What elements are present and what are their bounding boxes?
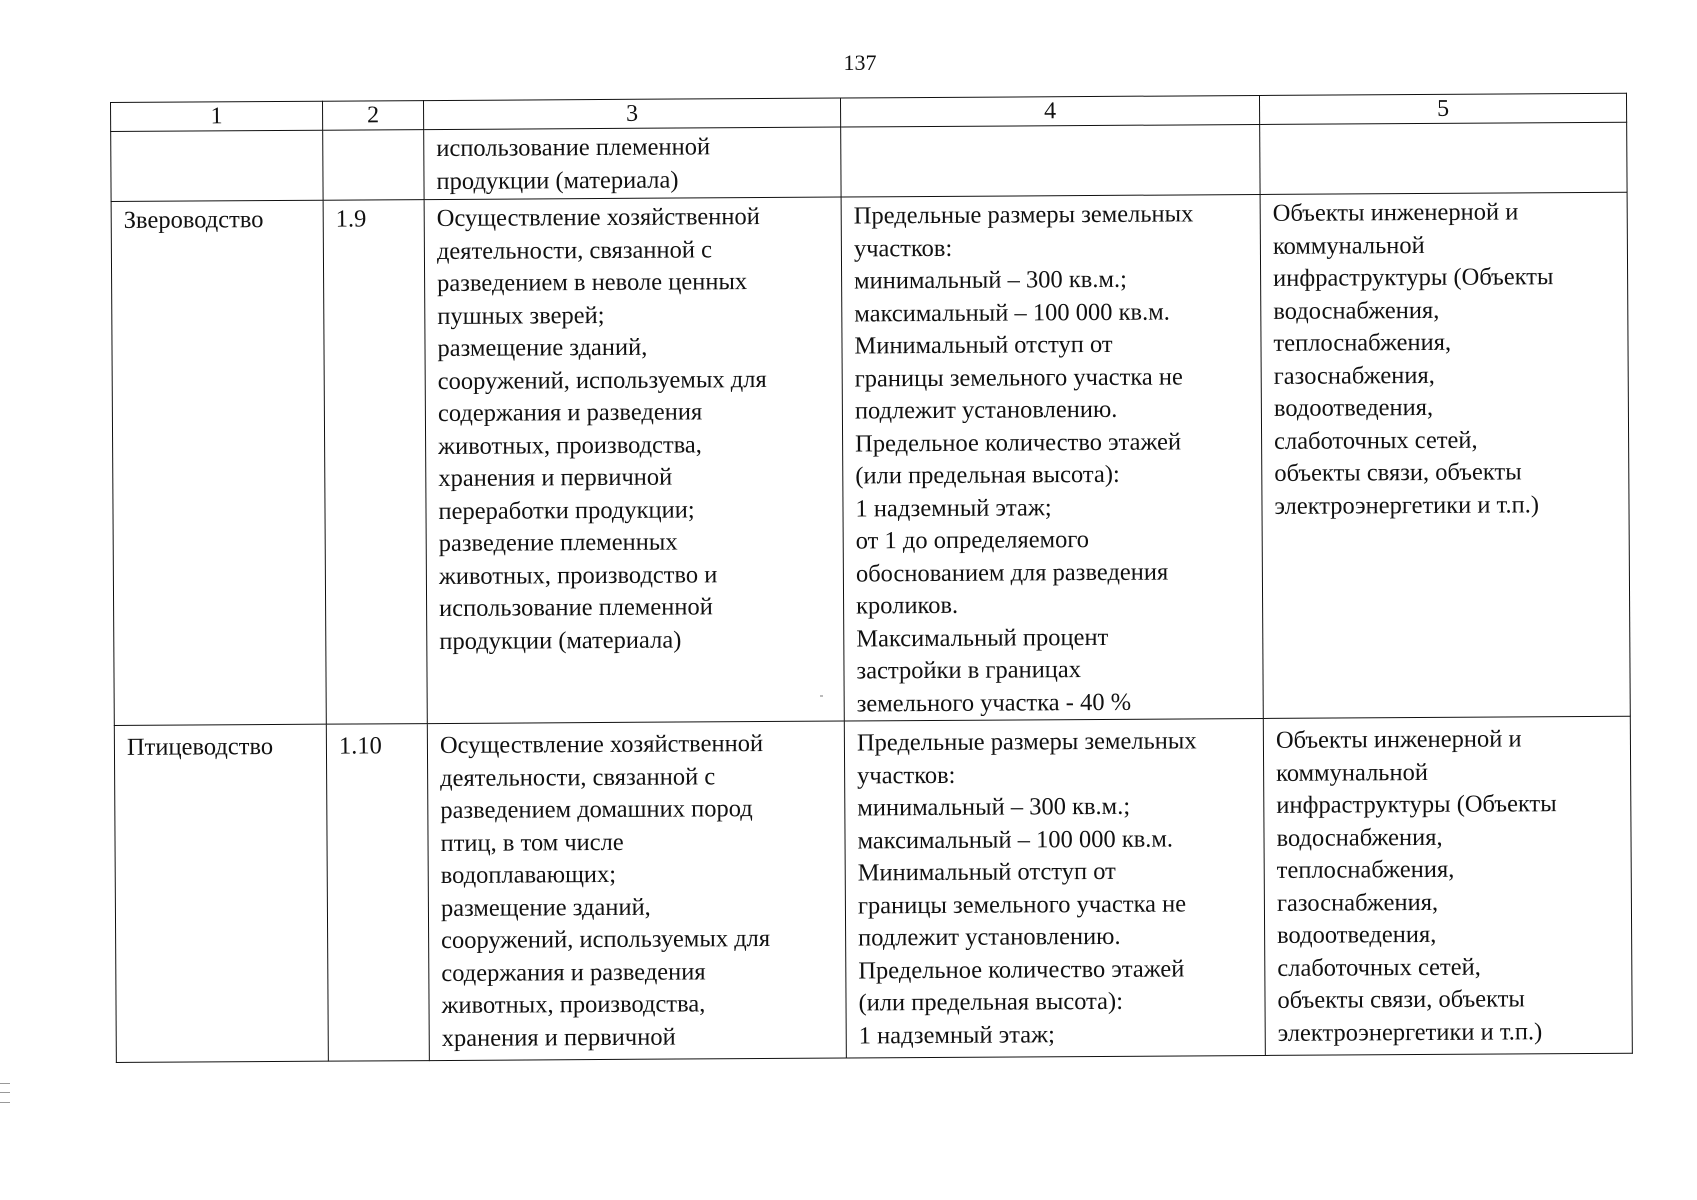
row-code: 1.9 <box>323 200 427 725</box>
text-line: хранения и первичной <box>441 1023 676 1052</box>
cell-empty <box>111 130 323 201</box>
text-line: деятельности, связанной с <box>440 762 716 792</box>
text-line: газоснабжения, <box>1276 888 1439 917</box>
text-line: животных, производства, <box>441 990 706 1019</box>
text-line: разведение племенных <box>438 528 678 558</box>
text-line: Минимальный отступ от <box>854 330 1113 360</box>
text-line: Предельные размеры земельных <box>856 727 1197 757</box>
row-name: Звероводство <box>111 200 326 725</box>
row-description <box>424 197 844 724</box>
text-line: коммунальной <box>1272 231 1425 260</box>
text-line: водоотведения, <box>1273 393 1434 422</box>
text-line: Предельное количество этажей <box>855 427 1182 457</box>
row-name: Птицеводство <box>114 724 328 1062</box>
header-col-4: 4 <box>840 95 1259 127</box>
row-description <box>427 721 846 1061</box>
text-line: птиц, в том числе <box>440 828 624 857</box>
text-line: 1 надземный этаж; <box>855 493 1052 522</box>
header-col-2: 2 <box>322 101 423 131</box>
text-line: переработки продукции; <box>438 495 695 525</box>
text-line: объекты связи, объекты <box>1277 985 1525 1014</box>
scan-speck <box>820 695 823 697</box>
text-line: хранения и первичной <box>438 463 673 493</box>
text-line: от 1 до определяемого <box>855 526 1090 555</box>
text-line: максимальный – 100 000 кв.м. <box>854 298 1170 327</box>
text-line: Предельные размеры земельных <box>853 200 1194 230</box>
cell-empty <box>1260 122 1627 194</box>
text-line: пушных зверей; <box>437 301 605 330</box>
text-line: электроэнергетики и т.п.) <box>1274 490 1540 520</box>
text-line: обоснованием для разведения <box>855 558 1169 587</box>
text-line: объекты связи, объекты <box>1274 458 1522 487</box>
text-line: Объекты инженерной и <box>1275 725 1522 754</box>
text-line: разведением домашних пород <box>440 795 753 824</box>
text-line: животных, производство и <box>438 560 718 590</box>
table-row <box>111 192 1630 725</box>
text-line: участков: <box>857 761 956 789</box>
text-line: кроликов. <box>856 591 959 620</box>
text-line: Минимальный отступ от <box>857 857 1116 887</box>
text-line: водоснабжения, <box>1276 823 1443 852</box>
text-line: 1 надземный этаж; <box>858 1020 1055 1049</box>
zoning-table <box>110 93 1633 1063</box>
text-line: Максимальный процент <box>856 623 1109 652</box>
table-row <box>114 716 1632 1062</box>
text-line: использование племенной <box>436 133 711 163</box>
text-line: содержания и разведения <box>441 957 706 987</box>
text-line: максимальный – 100 000 кв.м. <box>857 825 1174 854</box>
row-parameters <box>841 194 1263 721</box>
text-line: водоснабжения, <box>1273 296 1440 325</box>
cell-empty <box>323 130 424 201</box>
text-line: Осуществление хозяйственной <box>439 730 764 759</box>
header-col-1: 1 <box>111 101 323 131</box>
text-line: коммунальной <box>1276 758 1428 787</box>
text-line: размещение зданий, <box>437 333 648 363</box>
row-infrastructure <box>1260 192 1630 718</box>
row-infrastructure <box>1263 716 1632 1055</box>
text-line: содержания и разведения <box>437 398 703 428</box>
text-line: продукции (материала) <box>439 626 682 655</box>
text-line: теплоснабжения, <box>1276 855 1455 884</box>
header-col-5: 5 <box>1259 93 1626 124</box>
text-line: инфраструктуры (Объекты <box>1273 263 1554 292</box>
text-line: подлежит установлению. <box>858 922 1121 952</box>
text-line: минимальный – 300 кв.м.; <box>854 265 1127 295</box>
page-number: 137 <box>843 50 877 75</box>
text-line: участков: <box>853 234 953 262</box>
text-line: газоснабжения, <box>1273 361 1435 390</box>
text-line: сооружений, используемых для <box>437 365 767 395</box>
scan-edge-mark <box>0 1083 10 1103</box>
continuation-row <box>111 122 1627 201</box>
text-line: размещение зданий, <box>440 893 651 922</box>
text-line: (или предельная высота): <box>858 987 1124 1017</box>
text-line: водоотведения, <box>1277 920 1437 949</box>
continuation-description <box>424 127 841 200</box>
text-line: деятельности, связанной с <box>436 235 713 265</box>
text-line: животных, производства, <box>438 430 702 460</box>
text-line: инфраструктуры (Объекты <box>1276 790 1557 819</box>
text-line: электроэнергетики и т.п.) <box>1277 1017 1543 1047</box>
text-line: застройки в границах <box>856 656 1082 685</box>
text-line: разведением в неволе ценных <box>437 268 748 298</box>
text-line: слаботочных сетей, <box>1274 426 1478 455</box>
text-line: использование племенной <box>439 593 713 622</box>
row-code: 1.10 <box>326 724 429 1062</box>
text-line: границы земельного участка не <box>857 889 1187 919</box>
cell-empty <box>841 124 1260 197</box>
text-line: Осуществление хозяйственной <box>436 203 760 233</box>
text-line: минимальный – 300 кв.м.; <box>857 792 1131 822</box>
text-line: земельного участка - 40 % <box>856 688 1132 717</box>
text-line: Предельное количество этажей <box>858 954 1185 984</box>
text-line: водоплавающих; <box>440 860 617 889</box>
text-line: Объекты инженерной и <box>1272 198 1519 227</box>
header-col-3: 3 <box>423 98 840 130</box>
text-line: (или предельная высота): <box>855 460 1120 490</box>
text-line: границы земельного участка не <box>854 362 1183 392</box>
text-line: подлежит установлению. <box>854 395 1118 425</box>
text-line: продукции (материала) <box>436 166 679 195</box>
text-line: слаботочных сетей, <box>1277 953 1481 982</box>
text-line: сооружений, используемых для <box>441 924 771 954</box>
row-parameters <box>844 718 1265 1058</box>
text-line: теплоснабжения, <box>1273 328 1452 357</box>
